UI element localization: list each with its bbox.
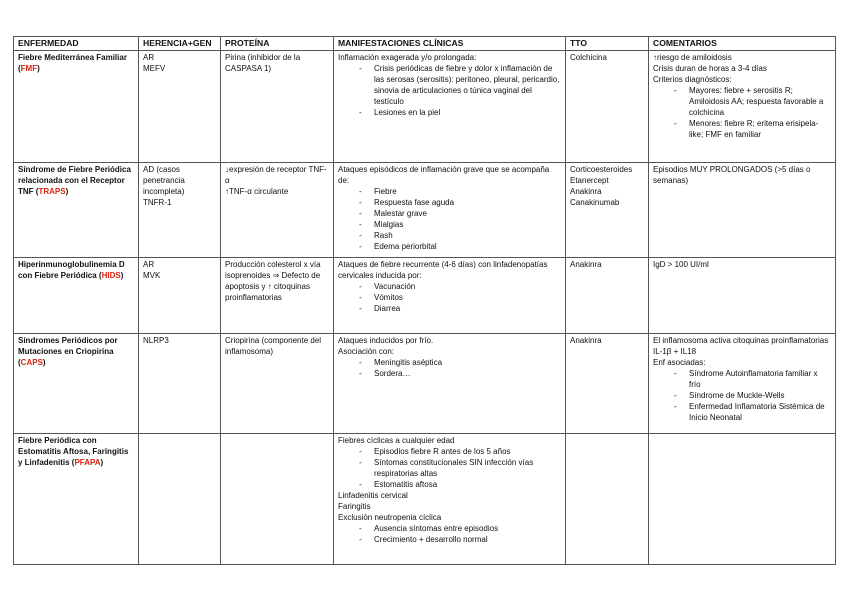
cell-herencia bbox=[139, 434, 221, 565]
cell-manifestaciones bbox=[334, 51, 566, 163]
comentario-line: Episodios MUY PROLONGADOS (>5 días o semanas) bbox=[653, 165, 811, 185]
disease-close: ) bbox=[42, 358, 46, 367]
comentario-line: Enf asociadas: bbox=[653, 358, 706, 367]
proteina-line: ↑TNF-α circulante bbox=[225, 187, 289, 196]
tto-line: Corticoesteroides bbox=[570, 165, 633, 174]
cell-comentarios bbox=[649, 434, 836, 565]
manif-item: - Edema periorbital bbox=[338, 241, 561, 252]
manif-item: - Malestar grave bbox=[338, 208, 561, 219]
disease-table bbox=[13, 36, 836, 565]
manif-item: - Episodios fiebre R antes de los 5 años bbox=[338, 446, 561, 457]
cell-enfermedad bbox=[14, 334, 139, 434]
manif-item: - Sordera… bbox=[338, 368, 561, 379]
proteina-line: ↓expresión de receptor TNF-α bbox=[225, 165, 327, 185]
cell-proteina bbox=[221, 334, 334, 434]
manif-item: - Crisis periódicas de fiebre y dolor x inflamación de las serosas (serositis): peritoneo, pleural, pericardio, sinovia de articulaciones o túnica vaginal del testículo bbox=[338, 63, 561, 107]
tto-line: Anakinra bbox=[570, 260, 602, 269]
manif-item-list bbox=[338, 281, 561, 314]
disease-abbr: PFAPA bbox=[74, 458, 101, 467]
disease-close: ) bbox=[100, 458, 104, 467]
manif-intro: Ataques inducidos por frío. bbox=[338, 336, 434, 345]
table-row bbox=[14, 258, 836, 334]
header-tto: TTO bbox=[566, 37, 649, 51]
comentario-line: Criterios diagnósticos: bbox=[653, 75, 732, 84]
cell-manifestaciones bbox=[334, 334, 566, 434]
disease-name: Síndromes Periódicos por Mutaciones en Criopirina ( bbox=[18, 336, 118, 367]
disease-abbr: CAPS bbox=[20, 358, 43, 367]
manif-item: - Fiebre bbox=[338, 186, 561, 197]
header-row bbox=[14, 37, 836, 51]
cell-tto bbox=[566, 334, 649, 434]
header-manifestaciones: MANIFESTACIONES CLÍNICAS bbox=[334, 37, 566, 51]
herencia-line: MVK bbox=[143, 271, 161, 280]
cell-herencia bbox=[139, 334, 221, 434]
comentario-line: Crisis duran de horas a 3-4 días bbox=[653, 64, 767, 73]
disease-name: Hiperinmunoglobulinemia D con Fiebre Periódica ( bbox=[18, 260, 125, 280]
manif-item-list bbox=[338, 186, 561, 252]
comentario-item: - Mayores: fiebre + serositis R; Amiloidosis AA; respuesta favorable a colchicina bbox=[653, 85, 831, 118]
manif-item: - Rash bbox=[338, 230, 561, 241]
manif-item: - Mialgias bbox=[338, 219, 561, 230]
cell-enfermedad bbox=[14, 434, 139, 565]
cell-manifestaciones bbox=[334, 163, 566, 258]
cell-enfermedad bbox=[14, 163, 139, 258]
cell-proteina bbox=[221, 51, 334, 163]
cell-tto bbox=[566, 258, 649, 334]
manif-intro: Asociación con: bbox=[338, 347, 395, 356]
herencia-line: MEFV bbox=[143, 64, 166, 73]
manif-item-list bbox=[338, 446, 561, 490]
cell-enfermedad bbox=[14, 51, 139, 163]
tto-line: Colchicina bbox=[570, 53, 607, 62]
disease-name: Fiebre Periódica con Estomatitis Aftosa, Faringitis y Linfadenitis ( bbox=[18, 436, 129, 467]
header-comentarios: COMENTARIOS bbox=[649, 37, 836, 51]
comentario-item: - Menores: fiebre R; eritema erisipela-like; FMF en familiar bbox=[653, 118, 831, 140]
disease-close: ) bbox=[120, 271, 124, 280]
table-row bbox=[14, 434, 836, 565]
cell-tto bbox=[566, 51, 649, 163]
comentario-line: El inflamosoma activa citoquinas proinflamatorias IL-1β + IL18 bbox=[653, 336, 829, 356]
comentario-item: - Síndrome de Muckle-Wells bbox=[653, 390, 831, 401]
manif-item-list bbox=[338, 357, 561, 379]
proteina-line: Criopirina (componente del inflamosoma) bbox=[225, 336, 322, 356]
cell-herencia bbox=[139, 163, 221, 258]
manif-item: - Estomatitis aftosa bbox=[338, 479, 561, 490]
cell-herencia bbox=[139, 51, 221, 163]
tto-line: Etanercept bbox=[570, 176, 609, 185]
herencia-line: AR bbox=[143, 260, 155, 269]
cell-comentarios bbox=[649, 51, 836, 163]
cell-enfermedad bbox=[14, 258, 139, 334]
cell-proteina bbox=[221, 163, 334, 258]
cell-manifestaciones bbox=[334, 434, 566, 565]
cell-herencia bbox=[139, 258, 221, 334]
manif-item: - Crecimiento + desarrollo normal bbox=[338, 534, 561, 545]
comentario-line: ↑riesgo de amiloidosis bbox=[653, 53, 732, 62]
herencia-line: AD (casos penetrancia incompleta) bbox=[143, 165, 185, 196]
proteina-line: Producción colesterol x vía isoprenoides ⇒ Defecto de apoptosis y ↑ citoquinas proinflamatorias bbox=[225, 260, 321, 302]
disease-close: ) bbox=[65, 187, 69, 196]
disease-close: ) bbox=[37, 64, 40, 73]
cell-tto bbox=[566, 163, 649, 258]
comentario-item: - Síndrome Autoinflamatoria familiar x frío bbox=[653, 368, 831, 390]
manif-intro: Ataques de fiebre recurrente (4-6 días) con linfadenopatías cervicales inducida por: bbox=[338, 260, 548, 280]
manif-item: - Lesiones en la piel bbox=[338, 107, 561, 118]
header-herencia: HERENCIA+GEN bbox=[139, 37, 221, 51]
herencia-line: NLRP3 bbox=[143, 336, 169, 345]
herencia-line: TNFR-1 bbox=[143, 198, 172, 207]
comentario-item: - Enfermedad Inflamatoria Sistémica de Inicio Neonatal bbox=[653, 401, 831, 423]
cell-manifestaciones bbox=[334, 258, 566, 334]
tto-line: Anakinra bbox=[570, 336, 602, 345]
manif-intro: Fiebres cíclicas a cualquier edad bbox=[338, 436, 455, 445]
manif-item: - Vómitos bbox=[338, 292, 561, 303]
disease-name: Fiebre Mediterránea Familiar ( bbox=[18, 53, 127, 73]
disease-name: Síndrome de Fiebre Periódica relacionada con el Receptor TNF ( bbox=[18, 165, 131, 196]
proteina-line: Pirina (inhibidor de la CASPASA 1) bbox=[225, 53, 301, 73]
table-row bbox=[14, 51, 836, 163]
manif-item-list bbox=[338, 63, 561, 118]
cell-proteina bbox=[221, 258, 334, 334]
cell-comentarios bbox=[649, 334, 836, 434]
cell-tto bbox=[566, 434, 649, 565]
manif-item: - Respuesta fase aguda bbox=[338, 197, 561, 208]
manif-line: Faringitis bbox=[338, 502, 371, 511]
table-row bbox=[14, 163, 836, 258]
cell-comentarios bbox=[649, 163, 836, 258]
cell-comentarios bbox=[649, 258, 836, 334]
table-row bbox=[14, 334, 836, 434]
manif-item: - Vacunación bbox=[338, 281, 561, 292]
tto-line: Anakinra bbox=[570, 187, 602, 196]
comentario-item-list bbox=[653, 368, 831, 423]
comentario-item-list bbox=[653, 85, 831, 140]
manif-item: - Meningitis aséptica bbox=[338, 357, 561, 368]
header-enfermedad: ENFERMEDAD bbox=[14, 37, 139, 51]
disease-abbr: HIDS bbox=[101, 271, 121, 280]
manif-line: Exclusión neutropenia cíclica bbox=[338, 513, 442, 522]
manif-item: - Ausencia síntomas entre episodios bbox=[338, 523, 561, 534]
disease-abbr: TRAPS bbox=[38, 187, 66, 196]
manif-item: - Síntomas constitucionales SIN infección vías respiratorias altas bbox=[338, 457, 561, 479]
comentario-line: IgD > 100 UI/ml bbox=[653, 260, 709, 269]
header-proteina: PROTEÍNA bbox=[221, 37, 334, 51]
manif-item-list bbox=[338, 523, 561, 545]
manif-intro: Ataques episódicos de inflamación grave que se acompaña de: bbox=[338, 165, 550, 185]
manif-intro: Inflamación exagerada y/o prolongada: bbox=[338, 53, 477, 62]
herencia-line: AR bbox=[143, 53, 155, 62]
manif-item: - Diarrea bbox=[338, 303, 561, 314]
cell-proteina bbox=[221, 434, 334, 565]
manif-line: Linfadenitis cervical bbox=[338, 491, 408, 500]
disease-abbr: FMF bbox=[20, 64, 38, 73]
tto-line: Canakinumab bbox=[570, 198, 620, 207]
